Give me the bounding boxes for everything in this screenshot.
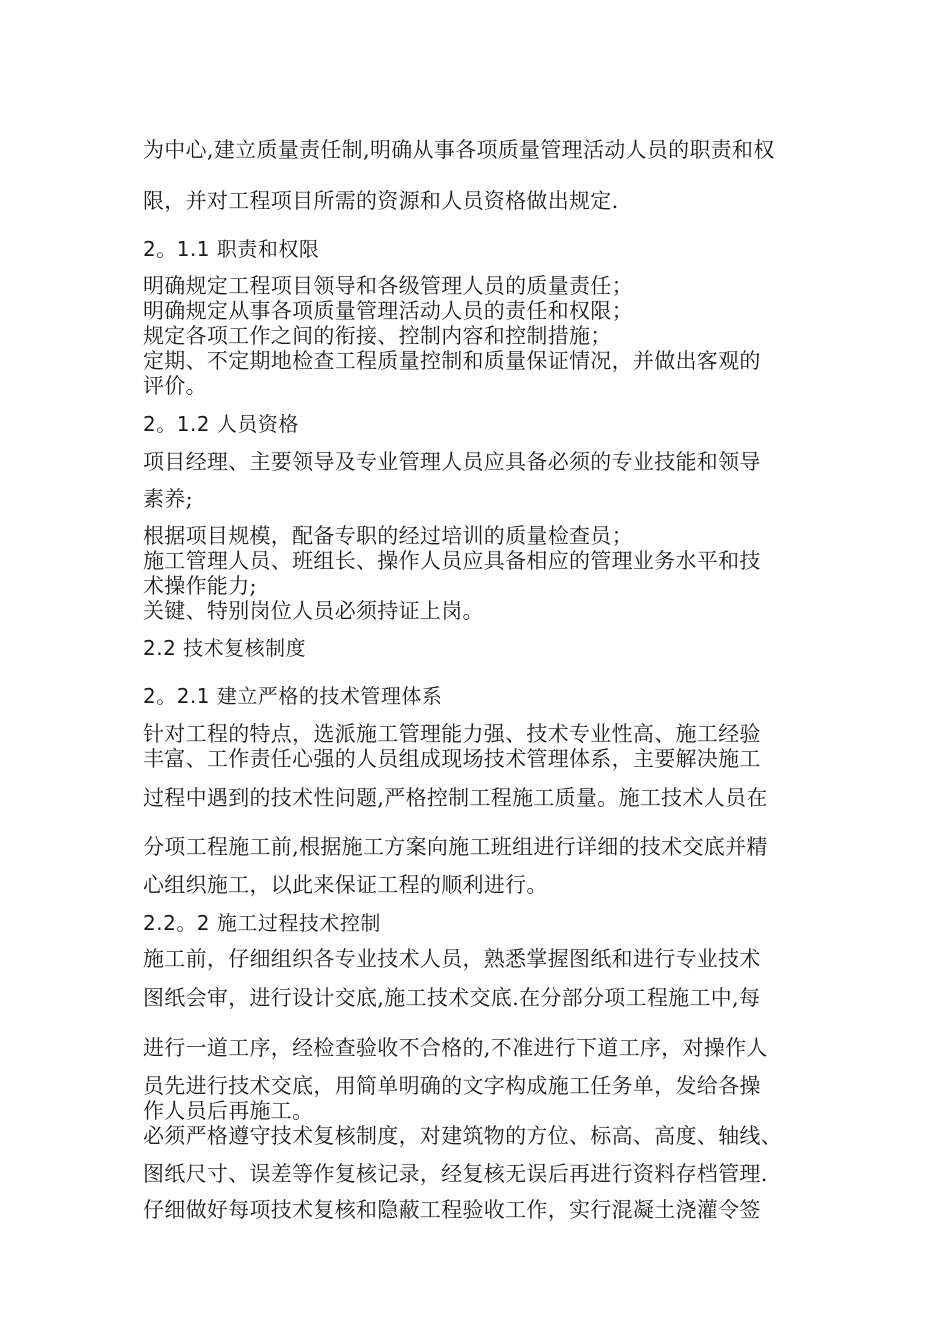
paragraph-line: 过程中遇到的技术性问题,严格控制工程施工质量。施工技术人员在	[143, 786, 768, 810]
paragraph-line: 项目经理、主要领导及专业管理人员应具备必须的专业技能和领导	[143, 450, 761, 474]
section-heading-2-1-1: 2。1.1 职责和权限	[143, 237, 320, 261]
paragraph-line: 规定各项工作之间的衔接、控制内容和控制措施；	[143, 324, 612, 348]
paragraph-line: 素养;	[143, 487, 193, 511]
paragraph-line: 限，并对工程项目所需的资源和人员资格做出规定.	[143, 189, 619, 213]
section-heading-2-2-1: 2。2.1 建立严格的技术管理体系	[143, 684, 443, 708]
section-heading-2-1-2: 2。1.2 人员资格	[143, 412, 299, 436]
paragraph-line: 丰富、工作责任心强的人员组成现场技术管理体系，主要解决施工	[143, 747, 761, 771]
paragraph-line: 图纸会审，进行设计交底,施工技术交底.在分部分项工程施工中,每	[143, 986, 761, 1010]
paragraph-line: 作人员后再施工。	[143, 1099, 314, 1123]
paragraph-line: 明确规定工程项目领导和各级管理人员的质量责任；	[143, 274, 633, 298]
paragraph-line: 必须严格遵守技术复核制度，对建筑物的方位、标高、高度、轴线、	[143, 1124, 782, 1148]
paragraph-line: 图纸尺寸、误差等作复核记录，经复核无误后再进行资料存档管理.	[143, 1162, 768, 1186]
paragraph-line: 进行一道工序，经检查验收不合格的,不准进行下道工序，对操作人	[143, 1036, 768, 1060]
paragraph-line: 施工管理人员、班组长、操作人员应具备相应的管理业务水平和技	[143, 549, 761, 573]
paragraph-line: 分项工程施工前,根据施工方案向施工班组进行详细的技术交底并精	[143, 835, 768, 859]
paragraph-line: 员先进行技术交底，用简单明确的文字构成施工任务单，发给各操	[143, 1074, 761, 1098]
paragraph-line: 关键、特别岗位人员必须持证上岗。	[143, 599, 484, 623]
paragraph-line: 仔细做好每项技术复核和隐蔽工程验收工作，实行混凝土浇灌令签	[143, 1198, 761, 1222]
paragraph-line: 定期、不定期地检查工程质量控制和质量保证情况，并做出客观的	[143, 349, 761, 373]
section-heading-2-2: 2.2 技术复核制度	[143, 636, 307, 660]
paragraph-line: 针对工程的特点，选派施工管理能力强、技术专业性高、施工经验	[143, 722, 761, 746]
paragraph-line: 评价。	[143, 374, 207, 398]
paragraph-line: 施工前，仔细组织各专业技术人员，熟悉掌握图纸和进行专业技术	[143, 947, 761, 971]
paragraph-line: 明确规定从事各项质量管理活动人员的责任和权限；	[143, 299, 633, 323]
paragraph-line: 心组织施工，以此来保证工程的顺利进行。	[143, 873, 548, 897]
paragraph-line: 根据项目规模，配备专职的经过培训的质量检查员；	[143, 524, 633, 548]
section-heading-2-2-2: 2.2。2 施工过程技术控制	[143, 911, 381, 935]
paragraph-line: 术操作能力;	[143, 574, 257, 598]
paragraph-line: 为中心,建立质量责任制,明确从事各项质量管理活动人员的职责和权	[143, 138, 775, 162]
